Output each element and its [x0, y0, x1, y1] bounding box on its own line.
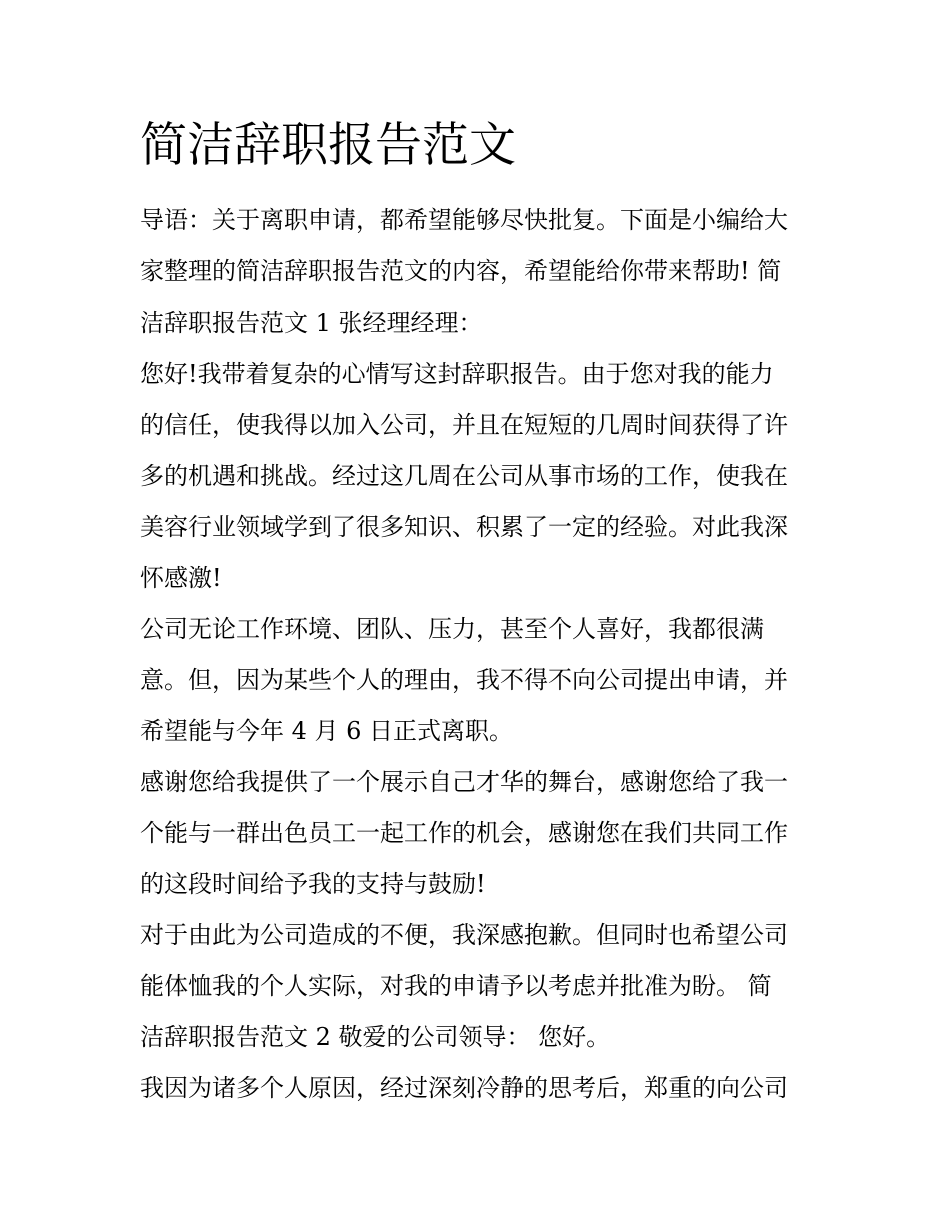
body-line: 意。但，因为某些个人的理由，我不得不向公司提出申请，并 — [140, 666, 788, 694]
body-line: 希望能与今年 4 月 6 日正式离职。 — [140, 717, 514, 745]
body-line: 家整理的简洁辞职报告范文的内容，希望能给你带来帮助! 简 — [140, 257, 782, 285]
body-line: 我因为诸多个人原因，经过深刻冷静的思考后，郑重的向公司 — [140, 1074, 788, 1102]
body-line: 怀感激! — [140, 564, 222, 592]
body-line: 导语：关于离职申请，都希望能够尽快批复。下面是小编给大 — [140, 206, 788, 234]
body-line: 洁辞职报告范文 2 敬爱的公司领导： 您好。 — [140, 1023, 611, 1051]
body-line: 洁辞职报告范文 1 张经理经理： — [140, 309, 483, 337]
body-line: 对于由此为公司造成的不便，我深感抱歉。但同时也希望公司 — [140, 921, 788, 949]
body-line: 您好!我带着复杂的心情写这封辞职报告。由于您对我的能力 — [140, 360, 774, 388]
body-line: 能体恤我的个人实际，对我的申请予以考虑并批准为盼。 简 — [140, 972, 772, 1000]
body-line: 个能与一群出色员工一起工作的机会，感谢您在我们共同工作 — [140, 819, 788, 847]
body-line: 的这段时间给予我的支持与鼓励! — [140, 870, 486, 898]
body-line: 的信任，使我得以加入公司，并且在短短的几周时间获得了许 — [140, 411, 788, 439]
document-title: 简洁辞职报告范文 — [140, 118, 516, 173]
body-line: 多的机遇和挑战。经过这几周在公司从事市场的工作，使我在 — [140, 462, 788, 490]
body-line: 公司无论工作环境、团队、压力，甚至个人喜好，我都很满 — [140, 615, 764, 643]
body-line: 美容行业领域学到了很多知识、积累了一定的经验。对此我深 — [140, 513, 788, 541]
body-line: 感谢您给我提供了一个展示自己才华的舞台，感谢您给了我一 — [140, 768, 788, 796]
